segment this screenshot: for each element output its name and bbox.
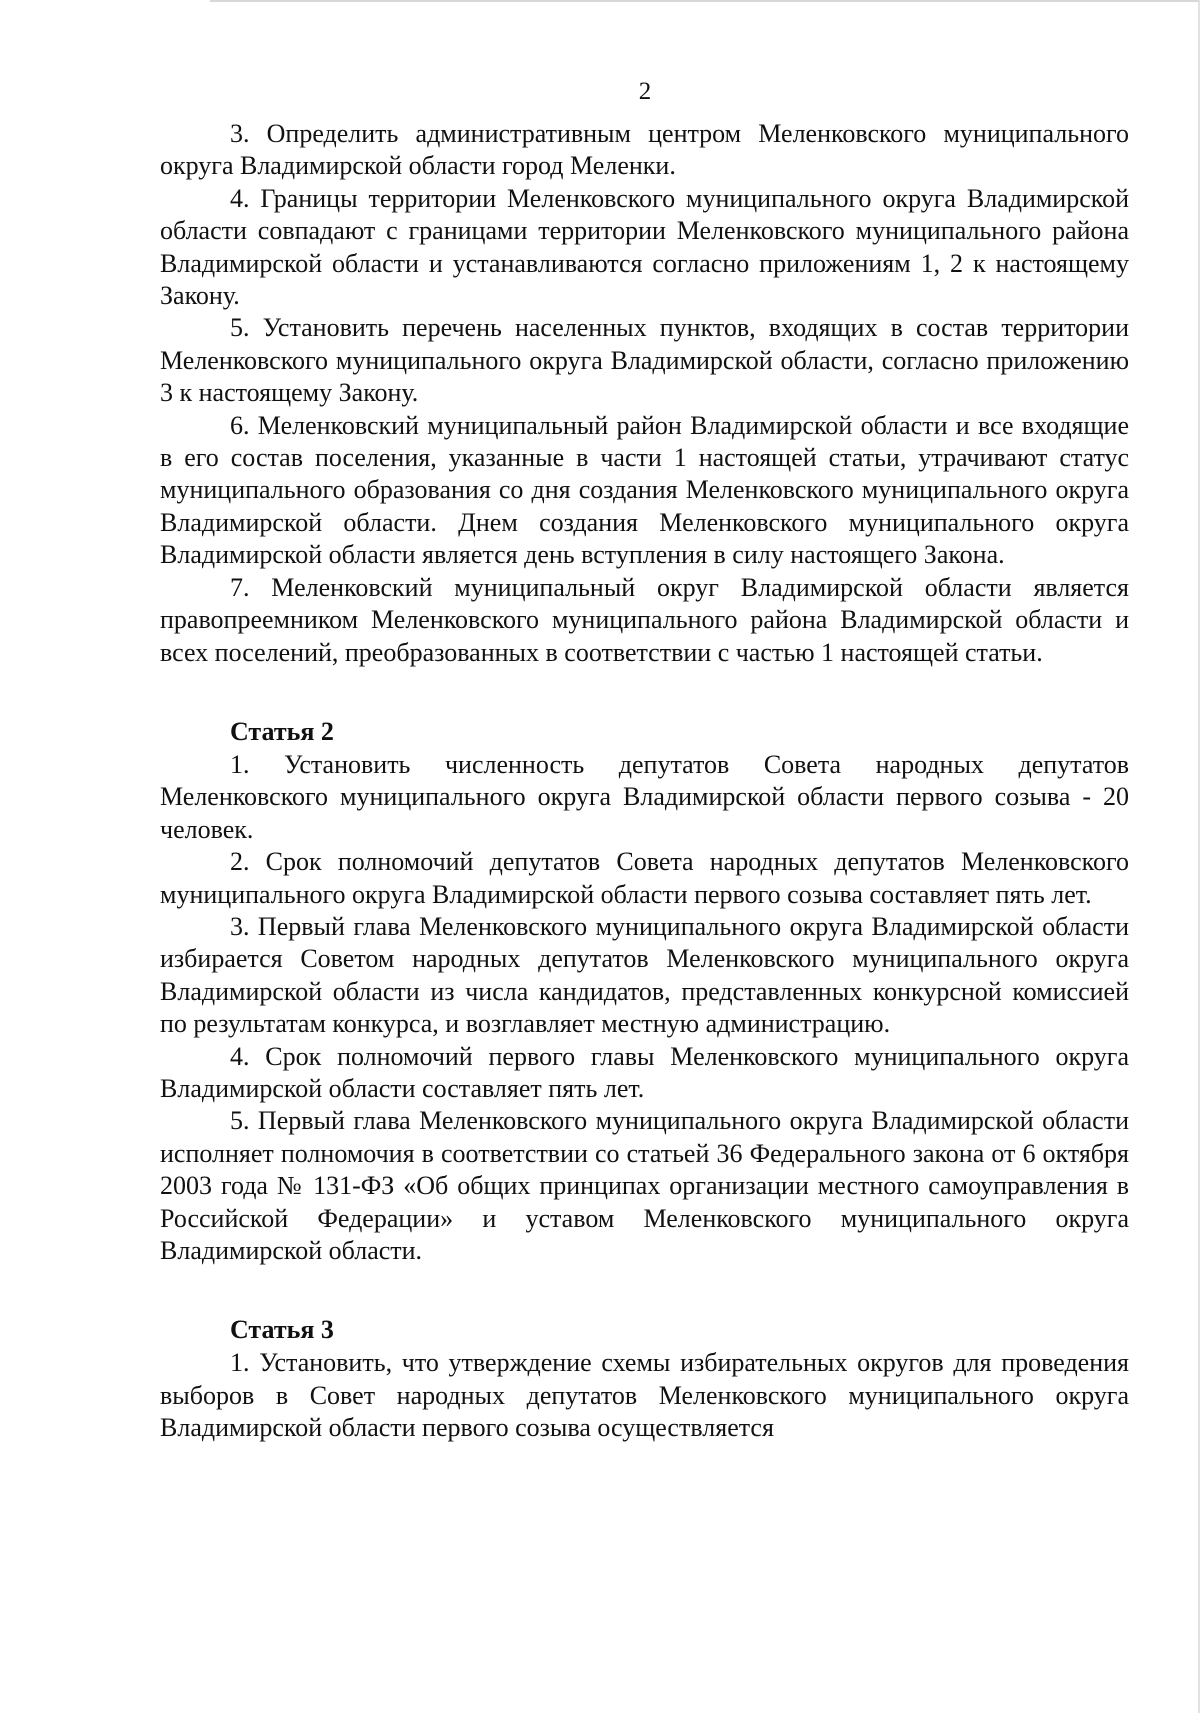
article2-item-3: 3. Первый глава Меленковского муниципального округа Владимирской области избирается Советом народных депутатов Меленковского муниципального округа Владимирской области из числа кандидатов, представленных конкурсной комиссией по результатам конкурса, и возглавляет местную администрацию. xyxy=(160,911,1129,1039)
article3-heading: Статья 3 xyxy=(230,1315,334,1345)
article1-item-3: 3. Определить административным центром Меленковского муниципального округа Владимирской области город Меленки. xyxy=(160,119,1129,181)
article2-heading: Статья 2 xyxy=(230,716,334,746)
article1-item-5: 5. Установить перечень населенных пунктов, входящих в состав территории Меленковского муниципального округа Владимирской области, согласно приложению 3 к настоящему Закону. xyxy=(160,313,1129,408)
article1-item-4: 4. Границы территории Меленковского муниципального округа Владимирской области совпадают с границами территории Меленковского муниципального района Владимирской области и устанавливаются согласно приложениям 1, 2 к настоящему Закону. xyxy=(160,183,1129,311)
article1-item-6: 6. Меленковский муниципальный район Владимирской области и все входящие в его состав поселения, указанные в части 1 настоящей статьи, утрачивают статус муниципального образования со дня создания Меленковского муниципального округа Владимирской области. Днем создания Меленковского муниципального округа Владимирской области является день вступления в силу настоящего Закона. xyxy=(160,410,1129,570)
scan-edge-top xyxy=(210,0,1200,2)
article2-item-2: 2. Срок полномочий депутатов Совета народных депутатов Меленковского муниципального округа Владимирской области первого созыва составляет пять лет. xyxy=(160,847,1129,909)
page-number: 2 xyxy=(638,78,652,105)
document-body xyxy=(160,118,1129,1445)
article1-item-7: 7. Меленковский муниципальный округ Владимирской области является правопреемником Меленковского муниципального района Владимирской области и всех поселений, преобразованных в соответствии с частью 1 настоящей статьи. xyxy=(160,572,1129,667)
article2-item-5: 5. Первый глава Меленковского муниципального округа Владимирской области исполняет полномочия в соответствии со статьей 36 Федерального закона от 6 октября 2003 года № 131-ФЗ «Об общих принципах организации местного самоуправления в Российской Федерации» и уставом Меленковского муниципального округа Владимирской области. xyxy=(160,1106,1129,1265)
article3-item-1: 1. Установить, что утверждение схемы избирательных округов для проведения выборов в Совет народных депутатов Меленковского муниципального округа Владимирской области первого созыва осуществляется xyxy=(160,1348,1129,1443)
article2-item-1: 1. Установить численность депутатов Совета народных депутатов Меленковского муниципального округа Владимирской области первого созыва - 20 человек. xyxy=(160,749,1129,844)
article2-item-4: 4. Срок полномочий первого главы Меленковского муниципального округа Владимирской области составляет пять лет. xyxy=(160,1041,1129,1103)
